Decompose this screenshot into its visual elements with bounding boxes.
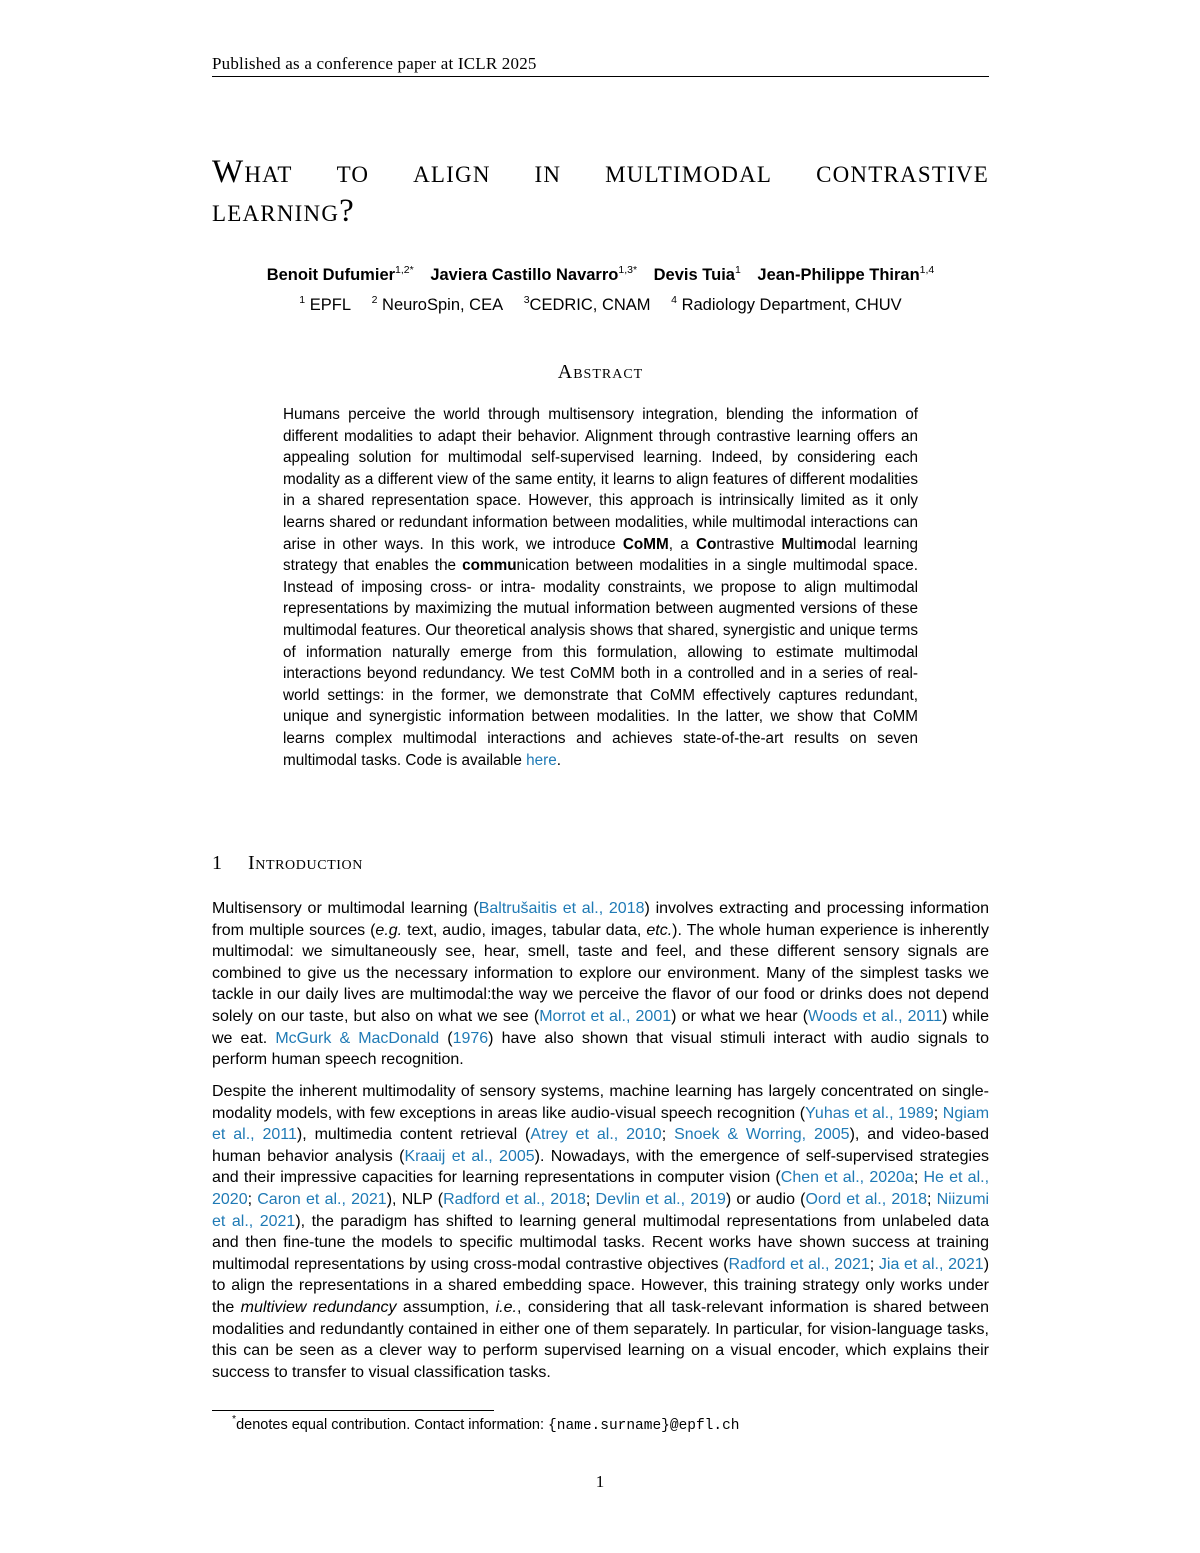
section-number: 1: [212, 852, 223, 874]
affiliation: $^2$ NeuroSpin, CEA: [371, 294, 504, 314]
citation-link[interactable]: Devlin et al., 2019: [595, 1190, 726, 1208]
citation-link[interactable]: Woods et al., 2011: [808, 1007, 943, 1025]
affiliation: $^1$ EPFL: [299, 294, 352, 314]
contact-email: {name.surname}@epfl.ch: [548, 1418, 740, 1434]
citation-link[interactable]: Radford et al., 2021: [728, 1255, 870, 1273]
paper-title: What to align in multimodal contrastive learning?: [212, 154, 989, 229]
citation-link[interactable]: Ngiam et al., 2011: [212, 1104, 990, 1144]
author: Devis Tuia$^1$: [653, 264, 741, 284]
citation-link[interactable]: Caron et al., 2021: [257, 1190, 387, 1208]
footnote-rule: [212, 1410, 494, 1411]
intro-paragraph-2: Despite the inherent multimodality of sensory systems, machine learning has largely concentrated on single-modality models, with few exceptions in areas like audio-visual speech recognition (Yuhas et al., 1989; Ngiam et al., 2011), multimedia content retrieval (Atrey et al., 2010; Snoek & Worring, 2005), and video-based human behavior analysis (Kraaij et al., 2005). Nowadays, with the emergence of self-supervised strategies and their impressive capacities for learning representations in computer vision (Chen et al., 2020a; He et al., 2020; Caron et al., 2021), NLP (Radford et al., 2018; Devlin et al., 2019) or audio (Oord et al., 2018; Niizumi et al., 2021), the paradigm has shifted to learning general multimodal representations from unlabeled data and then fine-tune the models to specific multimodal tasks. Recent works have shown success at training multimodal representations by using cross-modal contrastive objectives (Radford et al., 2021; Jia et al., 2021) to align the representations in a shared embedding space. However, this training strategy only works under the multiview redundancy assumption, i.e., considering that all task-relevant information is shared between modalities and redundantly contained in either one of them separately. In particular, for vision-language tasks, this can be seen as a clever way to perform supervised learning on a visual encoder, which explains their success to transfer to visual classification tasks.: [212, 1083, 990, 1381]
citation-link[interactable]: Jia et al., 2021: [878, 1255, 984, 1273]
citation-link[interactable]: Radford et al., 2018: [443, 1190, 586, 1208]
citation-link[interactable]: Atrey et al., 2010: [530, 1126, 662, 1144]
citation-link[interactable]: Snoek & Worring, 2005: [674, 1126, 850, 1144]
author: Jean-Philippe Thiran$^{1,4}$: [757, 264, 935, 284]
author: Benoit Dufumier$^{1,2*}$: [266, 264, 414, 284]
citation-link[interactable]: Yuhas et al., 1989: [805, 1104, 934, 1122]
running-header: Published as a conference paper at ICLR 2025: [212, 54, 537, 73]
code-link[interactable]: here: [526, 751, 557, 769]
citation-link[interactable]: He et al., 2020: [212, 1169, 990, 1208]
section-title: Introduction: [248, 852, 363, 874]
page-number: 1: [595, 1472, 605, 1491]
section-heading: [212, 850, 989, 876]
citation-link[interactable]: McGurk & MacDonald: [275, 1029, 440, 1047]
affiliation: $^4$ Radiology Department, CHUV: [671, 294, 902, 314]
author: Javiera Castillo Navarro$^{1,3*}$: [430, 264, 638, 284]
intro-paragraph-1: Multisensory or multimodal learning (Baltrušaitis et al., 2018) involves extracting and processing information from multiple sources (e.g. text, audio, images, tabular data, etc.). The whole human experience is inherently multimodal: we simultaneously see, hear, smell, taste and feel, and these different sensory signals are combined to give us the necessary information to explore our environment. Many of the simplest tasks we tackle in our daily lives are multimodal:the way we perceive the flavor of our food or drinks does not depend solely on our taste, but also on what we see (Morrot et al., 2001) or what we hear (Woods et al., 2011) while we eat. McGurk & MacDonald (1976) have also shown that visual stimuli interact with audio signals to perform human speech recognition.: [212, 900, 990, 1069]
citation-link[interactable]: Baltrušaitis et al., 2018: [478, 900, 645, 917]
affiliation: $^3$CEDRIC, CNAM: [523, 294, 651, 314]
footnote: *denotes equal contribution. Contact information: {name.surname}@epfl.ch: [232, 1413, 740, 1434]
header-rule: [212, 76, 989, 77]
citation-link[interactable]: Morrot et al., 2001: [539, 1007, 672, 1025]
abstract-body: Humans perceive the world through multisensory integration, blending the information of different modalities to adapt their behavior. Alignment through contrastive learning offers an appealing solution for multimodal self-supervised learning. Indeed, by considering each modality as a different view of the same entity, it learns to align features of different modalities in a shared representation space. However, this approach is intrinsically limited as it only learns shared or redundant information between modalities, while multimodal interactions can arise in other ways. In this work, we introduce CoMM, a Contrastive Multimodal learning strategy that enables the communication between modalities in a single multimodal space. Instead of imposing cross- or intra- modality constraints, we propose to align multimodal representations by maximizing the mutual information between augmented versions of these multimodal features. Our theoretical analysis shows that shared, synergistic and unique terms of information naturally emerge from this formulation, allowing to estimate multimodal interactions beyond redundancy. We test CoMM both in a controlled and in a series of real-world settings: in the former, we demonstrate that CoMM effectively captures redundant, unique and synergistic information between modalities. In the latter, we show that CoMM learns complex multimodal interactions and achieves state-of-the-art results on seven multimodal tasks. Code is available here.: [283, 406, 919, 769]
author-list: [212, 264, 989, 286]
citation-link[interactable]: Oord et al., 2018: [805, 1190, 927, 1208]
affiliation-list: [212, 294, 989, 316]
citation-link[interactable]: Chen et al., 2020a: [780, 1169, 914, 1187]
citation-link[interactable]: Kraaij et al., 2005: [404, 1147, 535, 1165]
citation-link[interactable]: Niizumi et al., 2021: [212, 1190, 990, 1230]
citation-link[interactable]: 1976: [452, 1029, 489, 1047]
abstract-heading: Abstract: [557, 361, 644, 383]
